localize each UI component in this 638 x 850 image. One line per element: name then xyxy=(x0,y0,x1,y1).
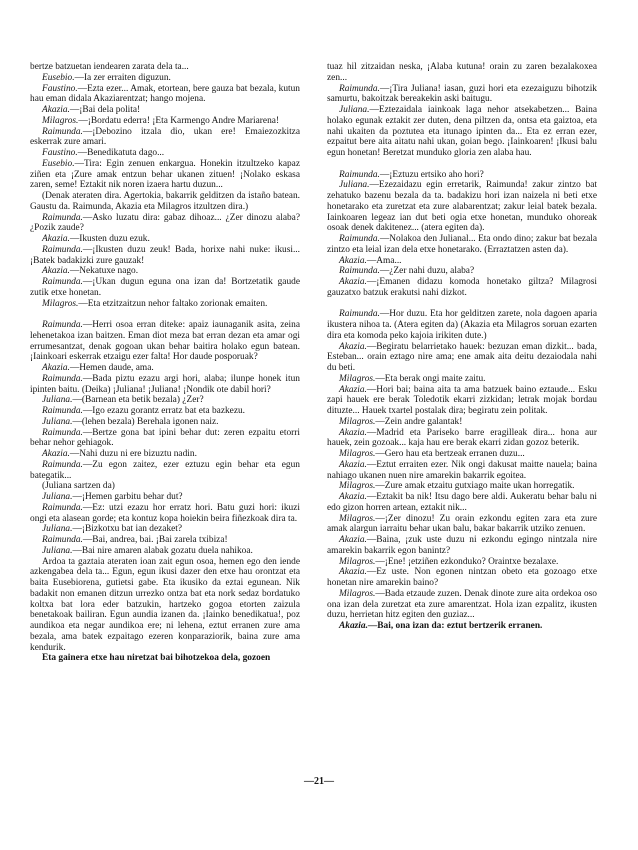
paragraph xyxy=(30,557,300,654)
paragraph xyxy=(327,170,597,181)
paragraph xyxy=(327,514,597,536)
speaker-name: Raimunda. xyxy=(42,244,83,255)
paragraph xyxy=(327,589,597,621)
paragraph xyxy=(327,342,597,374)
speaker-name: Akazia. xyxy=(339,277,367,287)
paragraph-text: —¡Ene! ¡etziñen ezkonduko? Oraintxe bezalaxe. xyxy=(375,556,559,567)
paragraph-text: tuaz hil zitzaidan neska, ¡Alaba kutuna! orain zu zaren bezalakoxea zen... xyxy=(327,62,597,83)
speaker-name: Milagros. xyxy=(339,449,376,459)
paragraph-text: —Eta berak ongi maite zaitu. xyxy=(375,373,486,384)
paragraph-text: —(Barnean eta betik bezala) ¿Zer? xyxy=(72,395,204,406)
paragraph-text: —Bai, ona izan da: eztut bertzerik erranen. xyxy=(367,621,543,631)
paragraph xyxy=(30,105,300,116)
speaker-name: Juliana. xyxy=(42,416,73,427)
paragraph xyxy=(30,234,300,245)
paragraph-text: —¿Zer nahi duzu, alaba? xyxy=(379,266,475,277)
paragraph xyxy=(30,363,300,374)
speaker-name: Raimunda. xyxy=(42,535,83,545)
speaker-name: Raimunda. xyxy=(339,169,380,180)
paragraph-text: —Hor duzu. Eta hor gelditzen zarete, nola dagoen aparia ikustera nihoa ta. (Atera egiten da) (Akazia eta Milagros soruan ezarten dira eta komoda peko kajoia irikiten dute.) xyxy=(327,309,597,341)
paragraph-text: —Nahi duzu ni ere bizuztu nadin. xyxy=(69,449,197,459)
speaker-name: Akazia. xyxy=(42,449,70,459)
paragraph-text: —Ama... xyxy=(366,255,402,266)
paragraph xyxy=(30,84,300,106)
speaker-name: Juliana. xyxy=(42,524,73,535)
paragraph xyxy=(30,449,300,460)
paragraph xyxy=(327,567,597,589)
paragraph xyxy=(30,546,300,557)
paragraph-text: —Herri osoa erran diteke: apaiz iaunaganik asita, zeina lehenetakoa izan baitzen. Eman diot meza bat erran dezan eta amar ogi errumesantzat, denak gogoan ukan behar baitira holako egun batean. ¡Iainkoari eskerrak etzaigu ezer falta! Hor daude posporuak? xyxy=(30,320,300,363)
paragraph xyxy=(327,385,597,417)
speaker-name: Raimunda. xyxy=(42,212,83,223)
paragraph xyxy=(327,492,597,514)
speaker-name: Raimunda. xyxy=(42,373,83,384)
speaker-name: Raimunda. xyxy=(42,320,83,330)
paragraph xyxy=(327,234,597,256)
paragraph xyxy=(327,374,597,385)
right-text-column xyxy=(327,62,597,632)
paragraph-text: —Tira: Egin zenuen enkargua. Honekin itzultzeko kapaz ziñen eta ¡Zure amak entzun behar ukanen zituen! ¡Nolako eskasa zaren, seme! Eztakit nik noren izaera hartu duzun... xyxy=(30,158,300,191)
speaker-name: Juliana. xyxy=(339,180,370,191)
paragraph-text: —Ikusten duzu ezuk. xyxy=(69,234,150,244)
speaker-name: Akazia. xyxy=(339,341,367,352)
paragraph xyxy=(30,460,300,482)
speaker-name: Akazia. xyxy=(339,567,367,578)
speaker-name: Faustino. xyxy=(42,83,78,94)
paragraph xyxy=(30,62,300,73)
speaker-name: Raimunda. xyxy=(339,266,380,277)
speaker-name: Eusebio. xyxy=(42,72,75,83)
paragraph-text: —Bada etzaude zuzen. Denak dinote zure aita ordekoa oso ona izan dela zuretzat eta zure amarentzat. Hola izan ezpalitz, ikusten duzu, herrietan hitz egiten den guziaz... xyxy=(327,588,597,621)
paragraph xyxy=(30,116,300,127)
paragraph xyxy=(327,277,597,299)
paragraph-text: bertze batzuetan iendearen zarata dela ta... xyxy=(30,62,189,72)
speaker-name: Juliana. xyxy=(42,492,73,502)
paragraph-text: —¡Ukan dugun eguna ona izan da! Bortzetatik gaude zutik etxe honetan. xyxy=(30,277,300,298)
speaker-name: Akazia. xyxy=(339,621,368,631)
speaker-name: Raimunda. xyxy=(339,83,380,94)
paragraph-text: —Ezezaidazu egin erretarik, Raimunda! zakur zintzo bat zehatuko bazenu bezala da ta. badakizu hori izan naizela ni beti etxe honetarako eta zuretzat eta zure alabarentzat; zakur leial batek bezala. Iainkoaren legeaz ian dut beti ogia etxe honetan, munduko ohoreak osoak denek dakitenez... (atera egiten da). xyxy=(327,180,597,234)
paragraph xyxy=(30,213,300,235)
paragraph-text: (Denak ateraten dira. Agertokia, bakarrik gelditzen da istaño batean. Gaustu da. Raimunda, Akazia eta Milagros itzultzen dira.) xyxy=(30,191,300,212)
speaker-name: Akazia. xyxy=(339,492,367,502)
speaker-name: Juliana. xyxy=(42,395,73,406)
speaker-name: Juliana. xyxy=(339,105,370,115)
paragraph xyxy=(327,266,597,277)
paragraph-text: —Zure amak etzaitu gutxiago maite ukan horregatik. xyxy=(375,481,575,492)
paragraph-text: —Bertze gona bat ipini behar dut: zeren ezpaitu etorri behar nehor gehiagok. xyxy=(30,427,300,449)
paragraph xyxy=(30,245,300,267)
speaker-name: Raimunda. xyxy=(339,309,380,320)
paragraph xyxy=(30,374,300,396)
speaker-name: Akazia. xyxy=(42,363,70,373)
paragraph-text: —Ez uste. Non egonen nintzan obeto eta gozoago etxe honetan nire amarekin baino? xyxy=(327,567,597,588)
speaker-name: Milagros. xyxy=(42,115,79,126)
paragraph-text: —Eztakit ba nik! Itsu dago bere aldi. Aukeratu behar balu ni edo gizon horren artean, eztakit nik... xyxy=(327,492,597,513)
speaker-name: Raimunda. xyxy=(339,234,380,244)
speaker-name: Milagros. xyxy=(339,481,376,492)
paragraph xyxy=(30,653,300,664)
paragraph xyxy=(327,417,597,428)
paragraph-text: —¡Ikusten duzu zeuk! Bada, horixe nahi nuke: ikusi... ¡Batek badakizki zure gauzak! xyxy=(30,244,300,266)
speaker-name: Akazia. xyxy=(339,427,367,438)
speaker-name: Akazia. xyxy=(339,255,367,266)
paragraph xyxy=(327,180,597,234)
paragraph xyxy=(30,492,300,503)
paragraph-text: —Hori bai; baina aita ta ama batzuek baino eztaude... Esku zapi hauek ere berak Toledotik ekarri zizkidan; letrak mojak bordau dituzte... Hauek txartel postalak dira; begiratu zein politak. xyxy=(327,384,597,416)
paragraph-text: —¡Eztuzu ertsiko aho hori? xyxy=(379,169,484,180)
paragraph-text: —Bai, andrea, bai. ¡Bai zarela txibiza! xyxy=(82,535,228,545)
speaker-name: Akazia. xyxy=(339,459,367,470)
paragraph-text: —Hemen daude, ama. xyxy=(69,363,154,373)
paragraph xyxy=(30,428,300,450)
paragraph xyxy=(327,309,597,341)
paragraph xyxy=(30,277,300,299)
paragraph xyxy=(30,481,300,492)
paragraph xyxy=(30,535,300,546)
paragraph-text: —Begiratu belarrietako hauek: bezuzan eman dizkit... bada, Esteban... orain eztago nire ama; ene amak aita deitu dezaiodala nahi du beti. xyxy=(327,341,597,373)
paragraph xyxy=(30,127,300,149)
paragraph-text: —Nolakoa den Julianal... Eta ondo dino; zakur bat bezala zintzo eta leial izan dela etxe honetarako. (Erraztatzen asten da). xyxy=(327,234,597,255)
paragraph xyxy=(327,256,597,267)
speaker-name: Raimunda. xyxy=(42,459,83,470)
paragraph-text: —¡Hemen garbitu behar dut? xyxy=(72,492,183,502)
paragraph xyxy=(327,84,597,106)
paragraph xyxy=(327,557,597,568)
paragraph-text: —¡Emanen didazu komoda honetako giltza? Milagrosi gauzatxo batzuk erakutsi nahi dizkot. xyxy=(327,277,597,298)
speaker-name: Eusebio. xyxy=(42,158,75,169)
speaker-name: Raimunda. xyxy=(42,126,83,137)
paragraph-text: —Gero hau eta bertzeak erranen duzu... xyxy=(375,449,525,459)
speaker-name: Milagros. xyxy=(339,513,376,524)
paragraph xyxy=(30,503,300,525)
speaker-name: Akazia. xyxy=(42,105,70,115)
paragraph-text: —Igo ezazu gorantz erratz bat eta bazkezu. xyxy=(82,406,246,416)
paragraph-text: —Madrid eta Pariseko barre eragilleak dira... hona aur hauek, zein gozoak... kaja hau ere berak ekarri zidan gozoz beterik. xyxy=(327,427,597,449)
paragraph xyxy=(30,73,300,84)
speaker-name: Akazia. xyxy=(339,535,367,545)
speaker-name: Akazia. xyxy=(339,384,367,395)
speaker-name: Raimunda. xyxy=(42,502,83,513)
paragraph xyxy=(30,395,300,406)
paragraph xyxy=(327,460,597,482)
speaker-name: Raimunda. xyxy=(42,427,83,438)
paragraph-text: —Eta etzitzaitzun nehor faltako zorionak emaiten. xyxy=(78,298,268,309)
paragraph-text: —Baina, ¡zuk uste duzu ni ezkondu egingo nintzala nire amarekin bakarrik egon banintz? xyxy=(327,535,597,556)
paragraph-text: —¡Bai dela polita! xyxy=(69,105,141,115)
speaker-name: Raimunda. xyxy=(42,277,83,287)
paragraph-text: —Ez: utzi ezazu hor erratz hori. Batu guzi hori: ikuzi ongi eta alasean gorde; eta kontuz kopa hoiekin beira fiñezkoak dira ta. xyxy=(30,502,300,524)
paragraph xyxy=(30,191,300,213)
paragraph-text: —Asko luzatu dira: gabaz dihoaz... ¿Zer dinozu alaba? ¿Pozik zaude? xyxy=(30,212,300,234)
paragraph xyxy=(30,266,300,277)
speaker-name: Raimunda. xyxy=(42,406,83,416)
paragraph xyxy=(327,535,597,557)
paragraph-text: —Ia zer erraiten diguzun. xyxy=(74,72,171,83)
paragraph-text: —¡Bordatu ederra! ¡Eta Karmengo Andre Mariarena! xyxy=(78,115,280,126)
paragraph-text: Eta gainera etxe hau niretzat bai bihotzekoa dela, gozoen xyxy=(42,653,271,664)
paragraph-text: —Bada piztu ezazu argi hori, alaba; ilunpe honek itun ipinten baitu. (Deika) ¡Juliana! ¡Juliana! ¡Nondik ote dabil hori? xyxy=(30,373,300,395)
paragraph-text: —Zein andre galantak! xyxy=(375,416,463,427)
paragraph xyxy=(30,159,300,191)
paragraph xyxy=(30,417,300,428)
speaker-name: Milagros. xyxy=(339,588,376,599)
speaker-name: Akazia. xyxy=(42,266,70,277)
paragraph xyxy=(327,62,597,84)
speaker-name: Milagros. xyxy=(339,373,376,384)
paragraph xyxy=(30,148,300,159)
paragraph-text: —¡Debozino itzala dio, ukan ere! Emaiezozkitza eskerrak zure amari. xyxy=(30,126,300,148)
page-number: —21— xyxy=(304,776,334,787)
paragraph-text: (Juliana sartzen da) xyxy=(42,481,115,492)
paragraph-text: —Ezta ezer... Amak, etortean, bere gauza bat bezala, kutun hau eman didala Akaziarentzat; hango mojena. xyxy=(30,83,300,105)
speaker-name: Milagros. xyxy=(339,416,376,427)
paragraph-text: —¡Zer dinozu! Zu orain ezkondu egiten zara eta zure amak alargun iarraitu behar ukan balu, bakar bakarrik utziko zenuen. xyxy=(327,513,597,535)
paragraph xyxy=(30,406,300,417)
paragraph xyxy=(327,428,597,450)
paragraph xyxy=(30,524,300,535)
speaker-name: Faustino. xyxy=(42,148,78,158)
speaker-name: Akazia. xyxy=(42,234,70,244)
paragraph-text: —Bai nire amaren alabak gozatu duela nahikoa. xyxy=(72,545,253,556)
paragraph-text: —Zu egon zaitez, ezer eztuzu egin behar eta egun bategatik... xyxy=(30,459,300,481)
speaker-name: Juliana. xyxy=(42,545,73,556)
paragraph xyxy=(327,105,597,159)
left-text-column xyxy=(30,62,300,664)
paragraph xyxy=(327,621,597,632)
paragraph-text: —Benedikatuta dago... xyxy=(77,148,165,158)
paragraph xyxy=(30,320,300,363)
speaker-name: Milagros. xyxy=(339,556,376,567)
paragraph-text: Ardoa ta gaztaia ateraten ioan zait egun osoa, hemen ego den iende azkengabea dela ta... Egun, egun ikusi dazer den etxe hau orontzat eta baita Eusebiorena, gutietsi gabe. Eta ikusiko da eztai egunean. Nik badakit non emanen ditzun urrezko ontza bat eta nork sedaz bordatuko koltxa bat lora eder batzukin, hartzeko gogoa etorten zaizula benetakoak bailiran. Egun aundia izanen da. ¡Iainko benedikatua!, poz aundikoa eta negar aundikoa ere; ni lehena, eztut erranen zure ama bezala, ama batek ezpaitago ezeren konparaziorik, baina zure ama kendurik. xyxy=(30,556,300,653)
speaker-name: Milagros. xyxy=(42,298,79,309)
paragraph-text: —¡Bizkotxu bat ian dezaket? xyxy=(72,524,183,535)
paragraph-text: —(lehen bezala) Berehala igonen naiz. xyxy=(72,416,219,427)
paragraph-text: —Nekatuxe nago. xyxy=(69,266,139,277)
paragraph xyxy=(30,299,300,310)
paragraph-text: —Eztezaidala iainkoak laga nehor atsekabetzen... Baina holako egunak eztakit zer duten, dena piltzen da, ontsa eta gaiztoa, eta nahi ukaiten da poztutea eta itunago ipinten da... Eta ez erran ezer, ezpaitut bere aita aitatu nahi ukan, goian bego. ¡Iainkoaren! ¡Ikusi balu egun honetan! Beretzat munduko gloria zen alaba hau. xyxy=(327,105,597,158)
paragraph xyxy=(327,449,597,460)
paragraph-text: —Eztut erraiten ezer. Nik ongi dakusat maitte nauela; baina nahiago ukanen nuen nire amarekin bakarrik egoitea. xyxy=(327,459,597,481)
paragraph-text: —¡Tira Juliana! iasan, guzi hori eta ezezaiguzu bihotzik samurtu, bakoitzak bereakekin aski baitugu. xyxy=(327,83,597,105)
paragraph xyxy=(327,481,597,492)
